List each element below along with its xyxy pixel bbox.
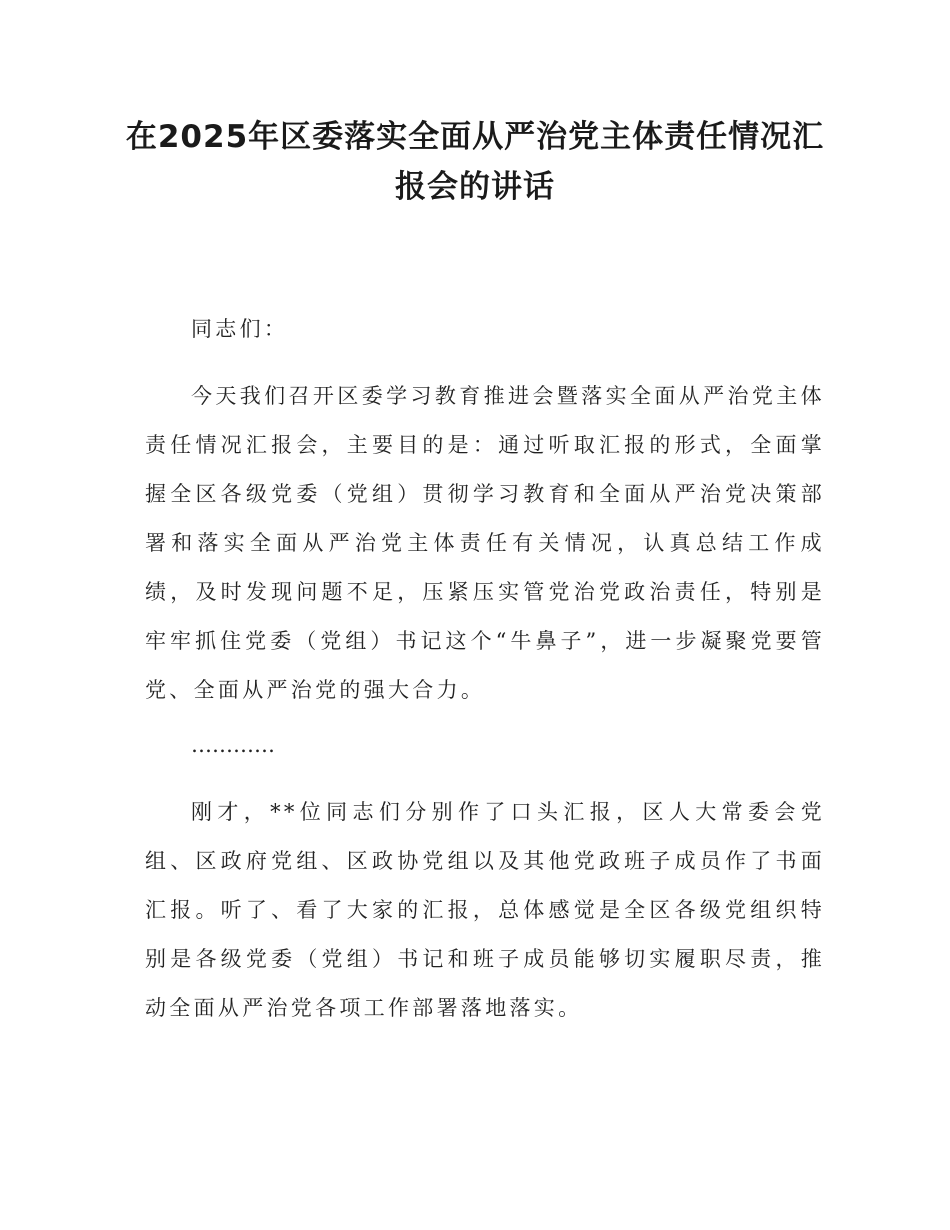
body-paragraph-intro: 今天我们召开区委学习教育推进会暨落实全面从严治党主体责任情况汇报会，主要目的是：通过听取汇报的形式，全面掌握全区各级党委（党组）贯彻学习教育和全面从严治党决策部署和落实全面从严治党主体责任有关情况，认真总结工作成绩，及时发现问题不足，压紧压实管党治党政治责任，特别是牢牢抓住党委（党组）书记这个“牛鼻子”，进一步凝聚党要管党、全面从严治党的强大合力。 bbox=[145, 384, 825, 702]
greeting-paragraph: 同志们： bbox=[191, 317, 289, 341]
body-paragraph-summary: 刚才，**位同志们分别作了口头汇报，区人大常委会党组、区政府党组、区政协党组以及其他党政班子成员作了书面汇报。听了、看了大家的汇报，总体感觉是全区各级党组织特别是各级党委（党组）书记和班子成员能够切实履职尽责，推动全面从严治党各项工作部署落地落实。 bbox=[145, 800, 825, 1020]
document-body bbox=[145, 305, 825, 1039]
document-title: 在2025年区委落实全面从严治党主体责任情况汇报会的讲话 bbox=[125, 119, 825, 205]
ellipsis-paragraph: ………… bbox=[191, 733, 275, 757]
